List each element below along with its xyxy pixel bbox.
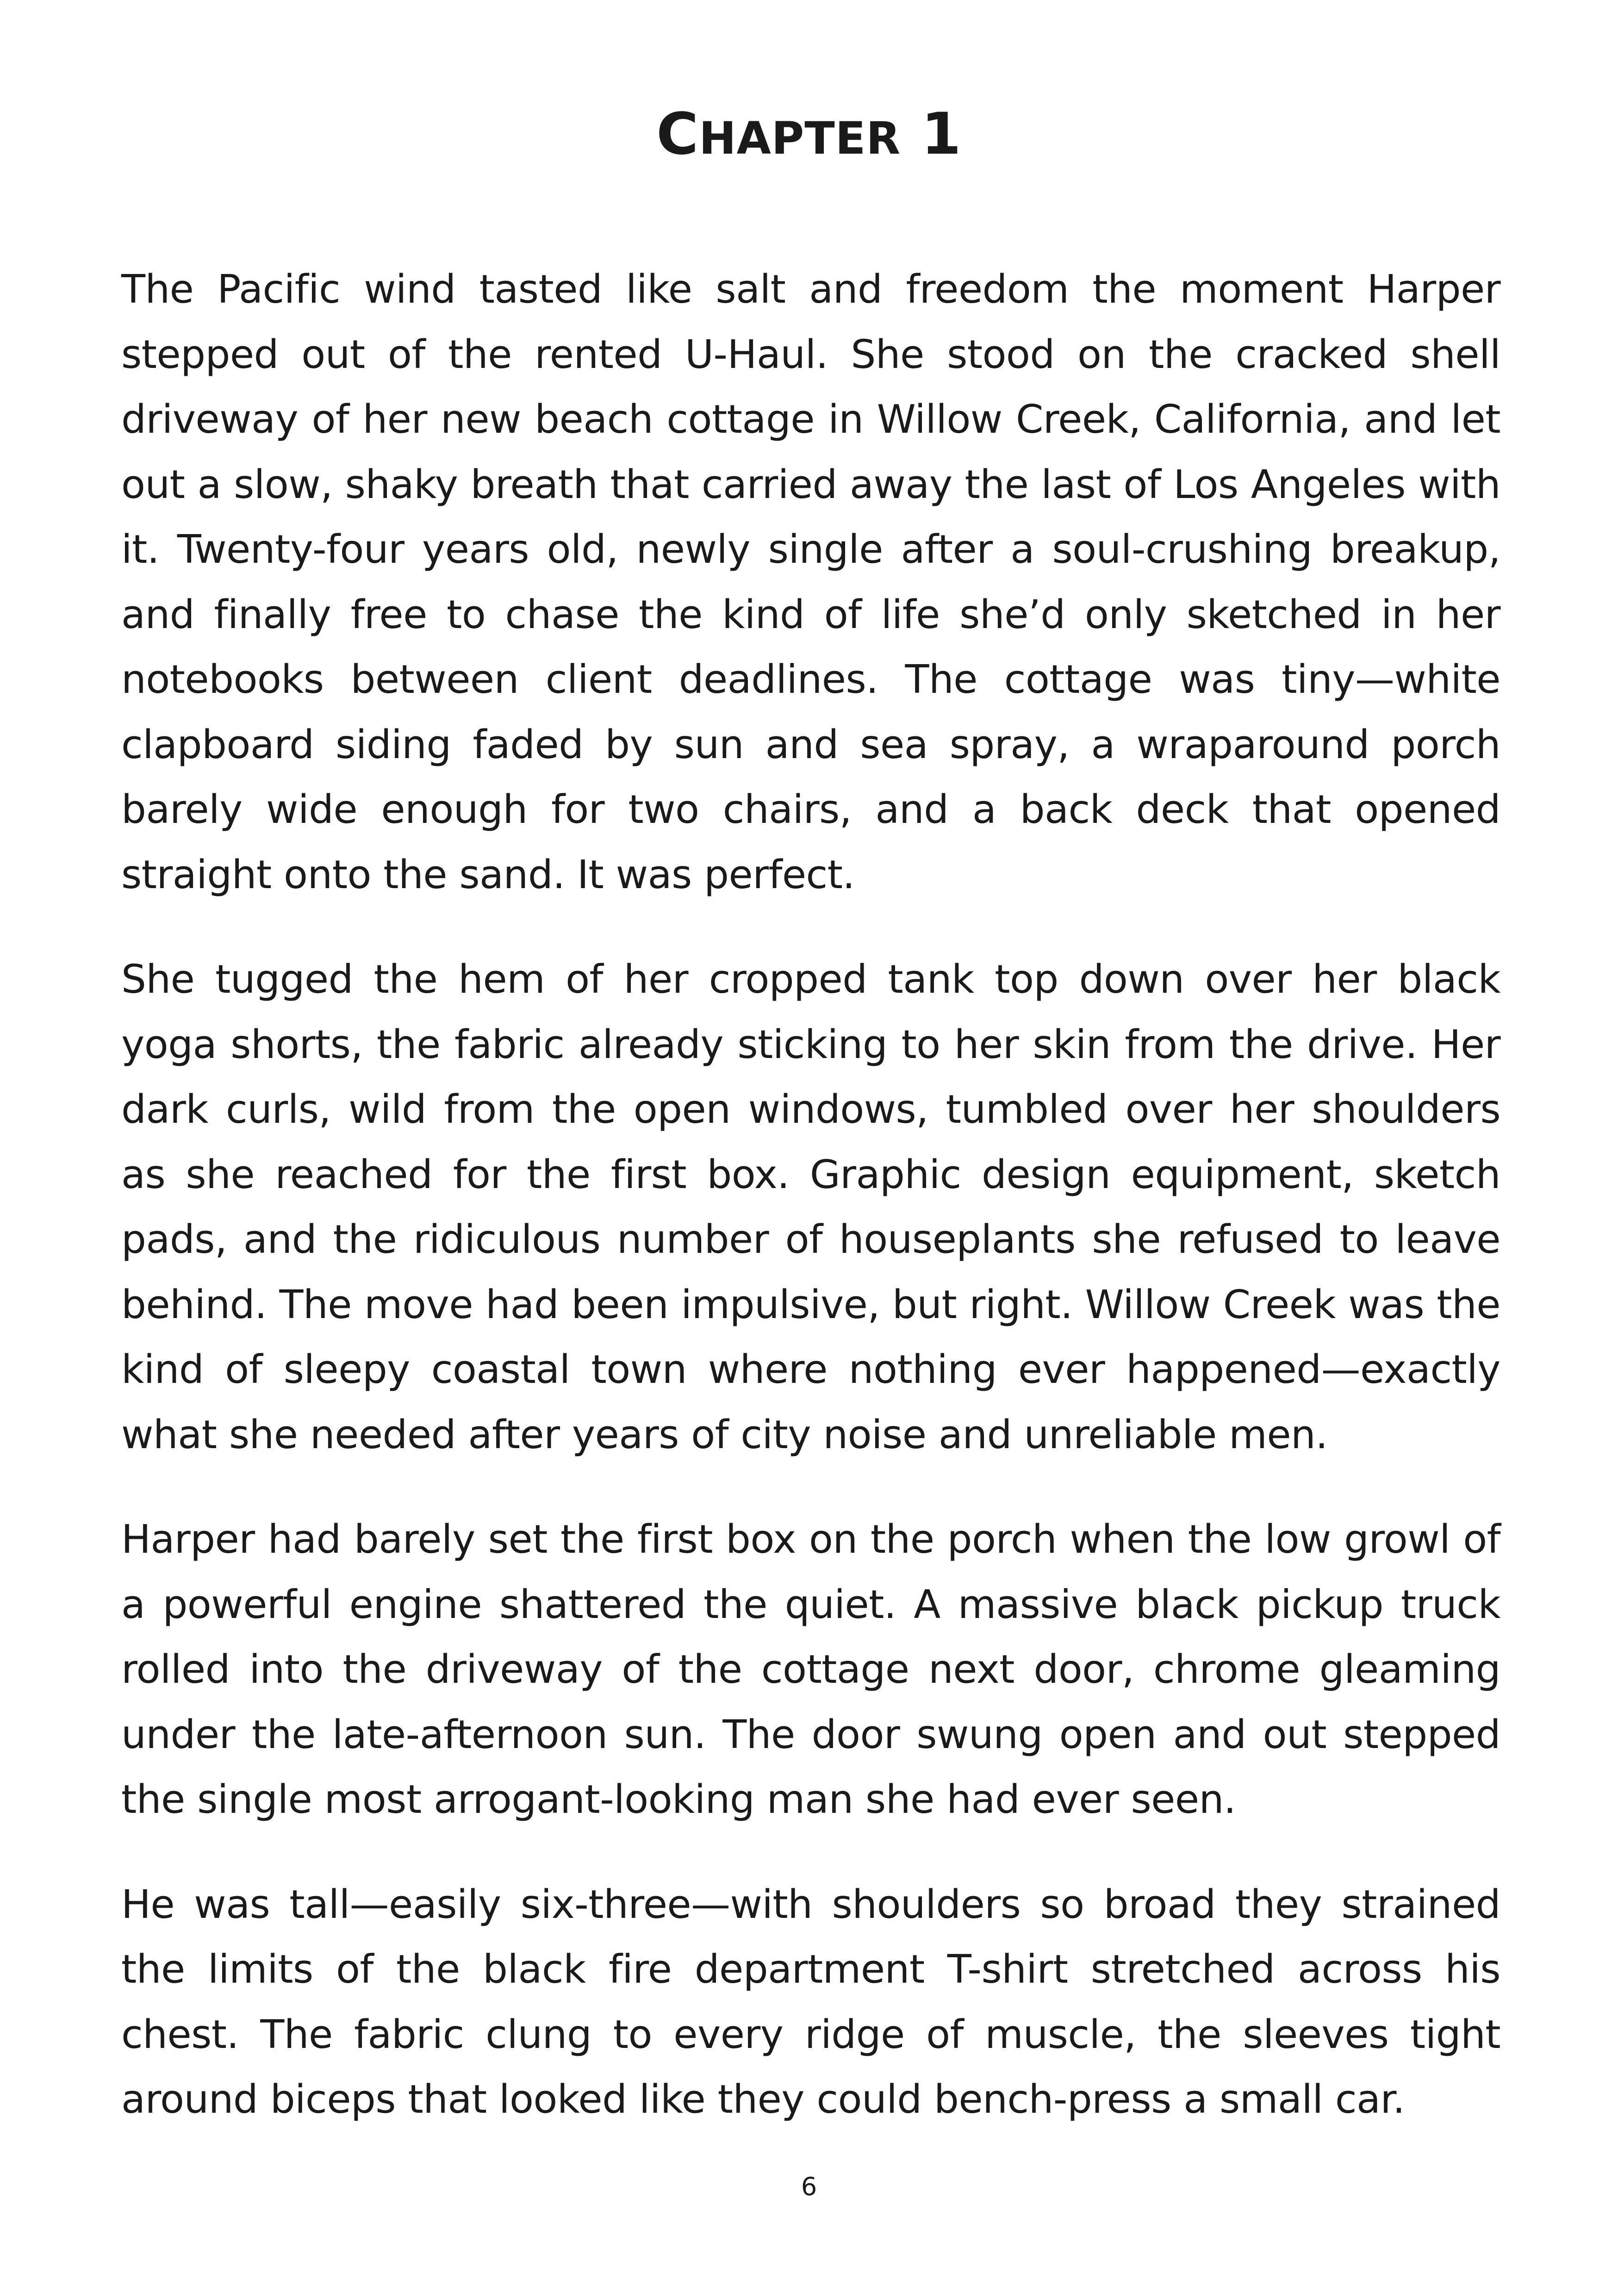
chapter-title	[0, 93, 1618, 180]
chapter-title-initial: C	[656, 101, 699, 168]
paragraph-3: Harper had barely set the first box on the porch when the low growl of a powerful engine shattered the quiet. A massive black pickup truck rolled into the driveway of the cottage next door, chrome gleaming under the late-afternoon sun. The door swung open and out stepped the single most arrogant-looking man she had ever seen.	[121, 1517, 1500, 1823]
chapter-title-word: HAPTER	[699, 112, 901, 164]
chapter-body	[121, 257, 1500, 2172]
page-number: 6	[801, 2172, 817, 2201]
chapter-number: 1	[921, 101, 962, 168]
paragraph-2: She tugged the hem of her cropped tank top down over her black yoga shorts, the fabric already sticking to her skin from the drive. Her dark curls, wild from the open windows, tumbled over her shoulders as she reached for the first box. Graphic design equipment, sketch pads, and the ridiculous number of houseplants she refused to leave behind. The move had been impulsive, but right. Willow Creek was the kind of sleepy coastal town where nothing ever happened—exactly what she needed after years of city noise and unreliable men.	[121, 957, 1500, 1458]
paragraph-4: He was tall—easily six-three—with shoulders so broad they strained the limits of the black fire department T-shirt stretched across his chest. The fabric clung to every ridge of muscle, the sleeves tight around biceps that looked like they could bench-press a small car.	[121, 1881, 1500, 2122]
paragraph-1: The Pacific wind tasted like salt and freedom the moment Harper stepped out of the rented U-Haul. She stood on the cracked shell driveway of her new beach cottage in Willow Creek, California, and let out a slow, shaky breath that carried away the last of Los Angeles with it. Twenty-four years old, newly single after a soul-crushing breakup, and finally free to chase the kind of life she’d only sketched in her notebooks between client deadlines. The cottage was tiny—white clapboard siding faded by sun and sea spray, a wraparound porch barely wide enough for two chairs, and a back deck that opened straight onto the sand. It was perfect.	[121, 267, 1500, 898]
